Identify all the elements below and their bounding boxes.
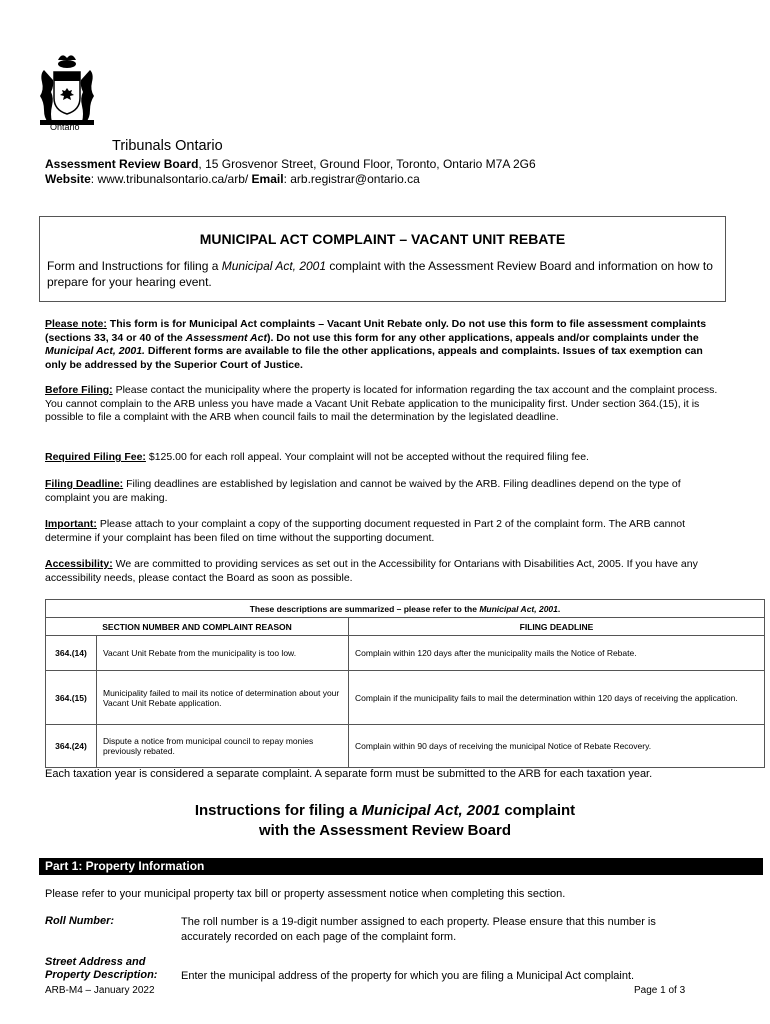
form-description: [47, 259, 715, 290]
before-filing-text: Please contact the municipality where the property is located for information regarding the tax account and the complaint process. You cannot complain to the ARB unless you have made a Vacant Unit Rebate application to the municipality first. Under section 364.(15), it is possible to file a complaint with the ARB when council fails to mail the determination by the legislated deadline.: [45, 384, 718, 423]
please-note-text-a: This form is for Municipal Act complaints – Vacant Unit Rebate only. Do not use this form to file assessment complaints (sections 33, 34 or 40 of the: [45, 318, 707, 344]
table-caption-b: .: [557, 603, 561, 614]
please-note-text-b: ). Do not use this form for any other applications, appeals and/or complaints under the: [266, 331, 699, 344]
complaint-deadline-table: [45, 599, 765, 768]
street-address-label-line2: Property Description:: [45, 969, 158, 981]
ontario-coat-of-arms-logo: [34, 50, 100, 132]
roll-number-description: The roll number is a 19-digit number assigned to each property. Please ensure that this number is accurately recorded on each page of the complaint form.: [181, 916, 656, 943]
filing-deadline: Complain within 120 days after the municipality mails the Notice of Rebate.: [349, 636, 765, 671]
form-title: MUNICIPAL ACT COMPLAINT – VACANT UNIT REBATE: [199, 231, 566, 247]
before-filing-label: Before Filing:: [45, 384, 113, 396]
website-label: Website: [45, 172, 91, 186]
board-address: [45, 157, 536, 171]
form-description-b: complaint with the Assessment Review Board and information on how to prepare for your hearing event.: [47, 259, 713, 289]
section-number: 364.(24): [46, 725, 97, 768]
filing-deadline: Complain within 90 days of receiving the municipal Notice of Rebate Recovery.: [349, 725, 765, 768]
important-label: Important:: [45, 518, 97, 530]
instructions-heading-b: complaint: [500, 802, 576, 819]
important-text: Please attach to your complaint a copy of the supporting document requested in Part 2 of the complaint form. The ARB cannot determine if your complaint has been filed on time without the supporting document.: [45, 518, 686, 544]
complaint-reason: Municipality failed to mail its notice of determination about your Vacant Unit Rebate application.: [97, 671, 349, 725]
accessibility-paragraph: [45, 558, 725, 585]
table-caption: [46, 600, 765, 618]
organization-name: Tribunals Ontario: [112, 138, 223, 154]
column-header-section: SECTION NUMBER AND COMPLAINT REASON: [46, 618, 349, 636]
instructions-heading: [0, 801, 770, 841]
taxation-year-note: Each taxation year is considered a separate complaint. A separate form must be submitted to the ARB for each taxation year.: [45, 768, 653, 780]
contact-line: [45, 172, 420, 186]
instructions-heading-act: Municipal Act, 2001: [361, 802, 501, 819]
table-caption-act: Municipal Act, 2001: [479, 603, 558, 614]
column-header-deadline: FILING DEADLINE: [349, 618, 765, 636]
filing-fee-text: $125.00 for each roll appeal. Your complaint will not be accepted without the required filing fee.: [145, 451, 589, 463]
board-address-text: , 15 Grosvenor Street, Ground Floor, Toronto, Ontario M7A 2G6: [198, 157, 536, 171]
part1-intro: Please refer to your municipal property tax bill or property assessment notice when completing this section.: [45, 888, 566, 900]
street-address-label-line1: Street Address and: [45, 956, 146, 968]
complaint-reason: Vacant Unit Rebate from the municipality is too low.: [97, 636, 349, 671]
email-link[interactable]: : arb.registrar@ontario.ca: [283, 172, 420, 186]
please-note-label: Please note:: [45, 318, 107, 330]
before-filing-paragraph: [45, 384, 725, 425]
please-note-paragraph: [45, 318, 725, 372]
please-note-act1: Assessment Act: [185, 331, 267, 344]
important-paragraph: [45, 518, 725, 545]
filing-fee-paragraph: [45, 451, 725, 465]
complaint-reason: Dispute a notice from municipal council to repay monies previously rebated.: [97, 725, 349, 768]
please-note-text-c: Different forms are available to file the other applications, appeals and complaints. Issues of tax exemption can only be addressed by the Superior Court of Justice.: [45, 345, 703, 371]
instructions-heading-line1: [0, 801, 770, 821]
form-id: ARB-M4 – January 2022: [45, 985, 155, 996]
filing-deadline-paragraph: [45, 478, 725, 505]
section-number: 364.(14): [46, 636, 97, 671]
table-row: [46, 671, 765, 725]
section-number: 364.(15): [46, 671, 97, 725]
table-row: [46, 636, 765, 671]
logo-wordmark: Ontario: [50, 122, 80, 132]
roll-number-label: Roll Number:: [45, 915, 115, 927]
board-label: Assessment Review Board: [45, 157, 199, 171]
filing-deadline-label: Filing Deadline:: [45, 478, 124, 490]
website-link[interactable]: : www.tribunalsontario.ca/arb/: [90, 172, 252, 186]
form-description-a: Form and Instructions for filing a: [47, 259, 222, 273]
table-row: [46, 725, 765, 768]
form-description-act: Municipal Act, 2001: [221, 259, 327, 273]
street-address-description: Enter the municipal address of the property for which you are filing a Municipal Act complaint.: [181, 970, 635, 982]
table-caption-a: These descriptions are summarized – please refer to the: [249, 603, 480, 614]
instructions-heading-line2: with the Assessment Review Board: [258, 822, 512, 839]
filing-deadline-text: Filing deadlines are established by legislation and cannot be waived by the ARB. Filing deadlines depend on the type of complaint you are making.: [45, 478, 681, 504]
title-box: [39, 216, 726, 302]
filing-deadline: Complain if the municipality fails to mail the determination within 120 days of receiving the application.: [349, 671, 765, 725]
instructions-heading-a: Instructions for filing a: [194, 802, 362, 819]
part1-section-bar: Part 1: Property Information: [39, 858, 763, 875]
accessibility-label: Accessibility:: [45, 558, 113, 570]
email-label: Email: [251, 172, 284, 186]
filing-fee-label: Required Filing Fee:: [45, 451, 146, 463]
please-note-act2: Municipal Act, 2001.: [45, 345, 145, 357]
page-number: Page 1 of 3: [634, 985, 686, 996]
accessibility-text: We are committed to providing services as set out in the Accessibility for Ontarians with Disabilities Act, 2005. If you have any accessibility needs, please contact the Board as soon as possible.: [45, 558, 698, 584]
